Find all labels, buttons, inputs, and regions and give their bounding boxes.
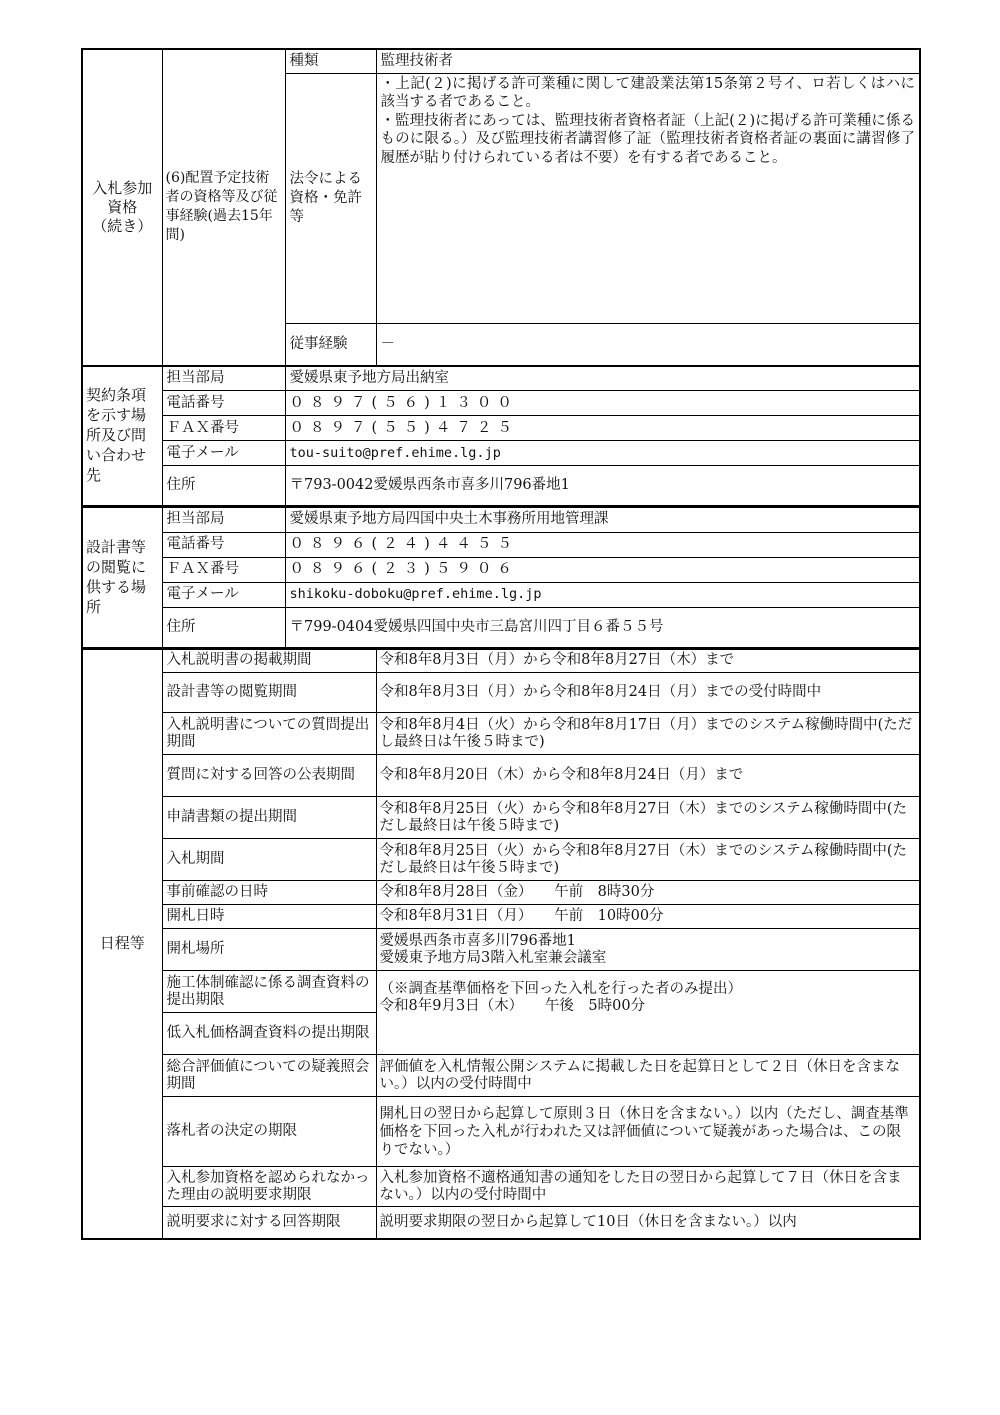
schedule-label: 施工体制確認に係る調査資料の提出期限: [162, 971, 376, 1013]
schedule-table: [81, 648, 921, 1240]
deadline-merged-value: [376, 971, 920, 1055]
schedule-label: 設計書等の閲覧期間: [162, 673, 376, 713]
design-email-label: 電子メール: [162, 582, 285, 607]
design-fax-label: ＦＡＸ番号: [162, 557, 285, 582]
design-dept-label: 担当部局: [162, 507, 285, 532]
type-label: 種類: [285, 49, 376, 73]
schedule-value: 令和8年8月31日（月） 午前 10時00分: [376, 905, 920, 929]
schedule-value: 令和8年8月4日（火）から令和8年8月17日（月）までのシステム稼働時間中(ただし最終日は午後５時まで): [376, 713, 920, 755]
deadline-datetime: 令和8年9月3日（木） 午後 5時00分: [379, 998, 646, 1014]
license-text: ・上記(２)に掲げる許可業種に関して建設業法第15条第２号イ、ロ若しくはハに該当する者であること。 ・監理技術者にあっては、監理技術者資格者証（上記(２)に掲げる許可業種に係るものに限る。）及び監理技術者講習修了証（監理技術者資格者証の裏面に講習修了履歴が貼り付けられている者は不要）を有する者であること。: [376, 73, 920, 323]
schedule-value: 説明要求期限の翌日から起算して10日（休日を含まない。）以内: [376, 1207, 920, 1239]
license-label: 法令による資格・免許等: [285, 73, 376, 323]
design-contact-section-label: 設計書等の閲覧に供する場所: [82, 507, 162, 647]
schedule-section-label: 日程等: [82, 649, 162, 1239]
design-phone-value: ０８９６(２４)４４５５: [285, 532, 920, 557]
design-fax-value: ０８９６(２３)５９０６: [285, 557, 920, 582]
schedule-value: 令和8年8月3日（月）から令和8年8月24日（月）までの受付時間中: [376, 673, 920, 713]
contract-fax-value: ０８９７(５５)４７２５: [285, 416, 920, 441]
schedule-label: 質問に対する回答の公表期間: [162, 755, 376, 797]
qualification-section-label: 入札参加 資格 （続き）: [82, 49, 162, 365]
contract-phone-label: 電話番号: [162, 391, 285, 416]
schedule-label: 低入札価格調査資料の提出期限: [162, 1013, 376, 1055]
contract-email-label: 電子メール: [162, 441, 285, 466]
schedule-value: 評価値を入札情報公開システムに掲載した日を起算日として２日（休日を含まない。）以内の受付時間中: [376, 1055, 920, 1097]
experience-value: －: [376, 323, 920, 365]
contract-email-value: tou-suito@pref.ehime.lg.jp: [285, 441, 920, 466]
schedule-label: 事前確認の日時: [162, 881, 376, 905]
schedule-value: 令和8年8月25日（火）から令和8年8月27日（木）までのシステム稼働時間中(ただし最終日は午後５時まで): [376, 797, 920, 839]
schedule-label: 入札説明書についての質問提出期間: [162, 713, 376, 755]
schedule-label: 入札期間: [162, 839, 376, 881]
contract-dept-value: 愛媛県東予地方局出納室: [285, 366, 920, 391]
schedule-value: 入札参加資格不適格通知書の通知をした日の翌日から起算して７日（休日を含まない。）以内の受付時間中: [376, 1167, 920, 1207]
schedule-value: 令和8年8月20日（木）から令和8年8月24日（月）まで: [376, 755, 920, 797]
design-dept-value: 愛媛県東予地方局四国中央土木事務所用地管理課: [285, 507, 920, 532]
design-phone-label: 電話番号: [162, 532, 285, 557]
schedule-label: 申請書類の提出期間: [162, 797, 376, 839]
design-address-label: 住所: [162, 607, 285, 647]
schedule-label: 入札参加資格を認められなかった理由の説明要求期限: [162, 1167, 376, 1207]
experience-label: 従事経験: [285, 323, 376, 365]
design-email-value: shikoku-doboku@pref.ehime.lg.jp: [285, 582, 920, 607]
schedule-value: 令和8年8月28日（金） 午前 8時30分: [376, 881, 920, 905]
document-page: [81, 48, 921, 1240]
staff-qualification-label: (6)配置予定技術者の資格等及び従事経験(過去15年間): [162, 49, 285, 365]
schedule-value: 開札日の翌日から起算して原則３日（休日を含まない。）以内（ただし、調査基準価格を下回った入札が行われた又は評価値について疑義があった場合は、この限りでない。）: [376, 1097, 920, 1167]
contract-address-value: 〒793-0042愛媛県西条市喜多川796番地1: [285, 466, 920, 506]
schedule-label: 総合評価値についての疑義照会期間: [162, 1055, 376, 1097]
contract-contact-section-label: 契約条項を示す場所及び問い合わせ先: [82, 366, 162, 506]
contract-phone-value: ０８９７(５６)１３００: [285, 391, 920, 416]
schedule-label: 開札日時: [162, 905, 376, 929]
schedule-label: 入札説明書の掲載期間: [162, 649, 376, 673]
schedule-label: 説明要求に対する回答期限: [162, 1207, 376, 1239]
design-contact-table: [81, 506, 921, 648]
schedule-value: 愛媛県西条市喜多川796番地1 愛媛東予地方局3階入札室兼会議室: [376, 929, 920, 971]
contract-dept-label: 担当部局: [162, 366, 285, 391]
design-address-value: 〒799-0404愛媛県四国中央市三島宮川四丁目６番５５号: [285, 607, 920, 647]
schedule-value: 令和8年8月25日（火）から令和8年8月27日（木）までのシステム稼働時間中(ただし最終日は午後５時まで): [376, 839, 920, 881]
contract-fax-label: ＦＡＸ番号: [162, 416, 285, 441]
schedule-label: 開札場所: [162, 929, 376, 971]
deadline-note: （※調査基準価格を下回った入札を行った者のみ提出）: [379, 981, 742, 997]
schedule-value: 令和8年8月3日（月）から令和8年8月27日（木）まで: [376, 649, 920, 673]
qualification-table: [81, 48, 921, 366]
contract-address-label: 住所: [162, 466, 285, 506]
type-value: 監理技術者: [376, 49, 920, 73]
contract-contact-table: [81, 365, 921, 507]
schedule-label: 落札者の決定の期限: [162, 1097, 376, 1167]
